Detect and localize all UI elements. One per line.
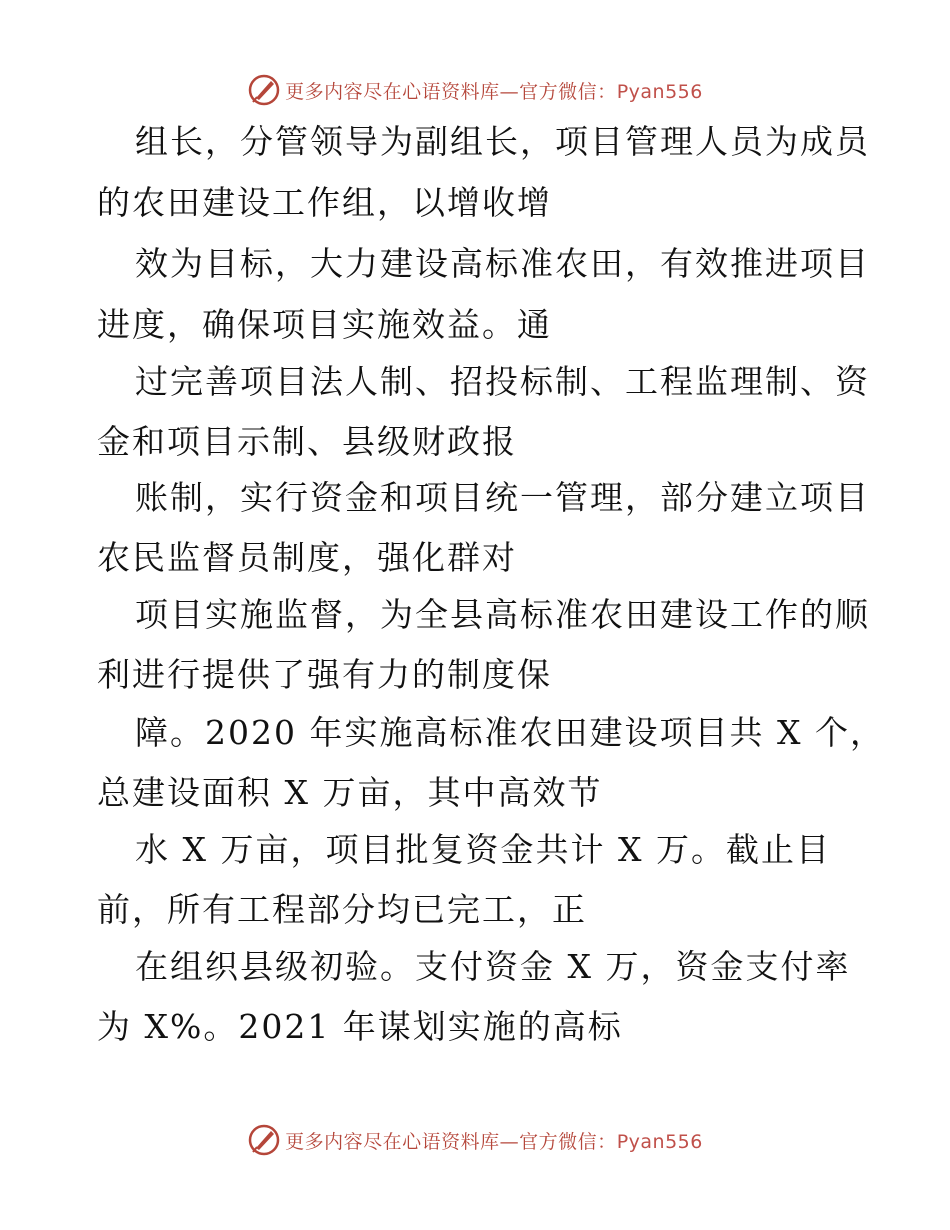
body-line: 账制，实行资金和项目统一管理，部分建立项目 — [135, 478, 870, 517]
header-watermark — [0, 70, 950, 110]
body-line: 进度，确保项目实施效益。通 — [97, 305, 552, 344]
body-line: 金和项目示制、县级财政报 — [97, 422, 517, 461]
footer-watermark — [0, 1120, 950, 1160]
body-line: 为 X%。2021 年谋划实施的高标 — [97, 1007, 623, 1046]
body-line: 水 X 万亩，项目批复资金共计 X 万。截止目 — [135, 830, 831, 869]
header-watermark-sep: — — [499, 80, 520, 103]
body-line: 的农田建设工作组，以增收增 — [97, 183, 552, 222]
quill-logo-icon — [247, 1123, 281, 1157]
body-line: 组长，分管领导为副组长，项目管理人员为成员 — [135, 122, 870, 161]
footer-watermark-text — [285, 1127, 703, 1154]
body-line: 前，所有工程部分均已完工，正 — [97, 890, 587, 929]
body-line: 总建设面积 X 万亩，其中高效节 — [97, 773, 603, 812]
header-watermark-wechat: 官方微信： — [519, 80, 617, 103]
body-line: 项目实施监督，为全县高标准农田建设工作的顺 — [135, 595, 870, 634]
body-line: 效为目标，大力建设高标准农田，有效推进项目 — [135, 244, 870, 283]
footer-watermark-id: Pyan556 — [616, 1130, 703, 1153]
quill-logo-icon — [247, 73, 281, 107]
body-line: 障。2020 年实施高标准农田建设项目共 X 个， — [135, 713, 885, 752]
header-watermark-id: Pyan556 — [616, 80, 703, 103]
footer-watermark-sep: — — [499, 1130, 520, 1153]
body-line: 在组织县级初验。支付资金 X 万，资金支付率 — [135, 947, 851, 986]
footer-watermark-wechat: 官方微信： — [519, 1130, 617, 1153]
body-line: 农民监督员制度，强化群对 — [97, 538, 517, 577]
body-line: 利进行提供了强有力的制度保 — [97, 655, 552, 694]
header-watermark-text — [285, 77, 703, 104]
header-watermark-cn: 更多内容尽在心语资料库 — [285, 80, 500, 103]
body-line: 过完善项目法人制、招投标制、工程监理制、资 — [135, 362, 870, 401]
footer-watermark-cn: 更多内容尽在心语资料库 — [285, 1130, 500, 1153]
